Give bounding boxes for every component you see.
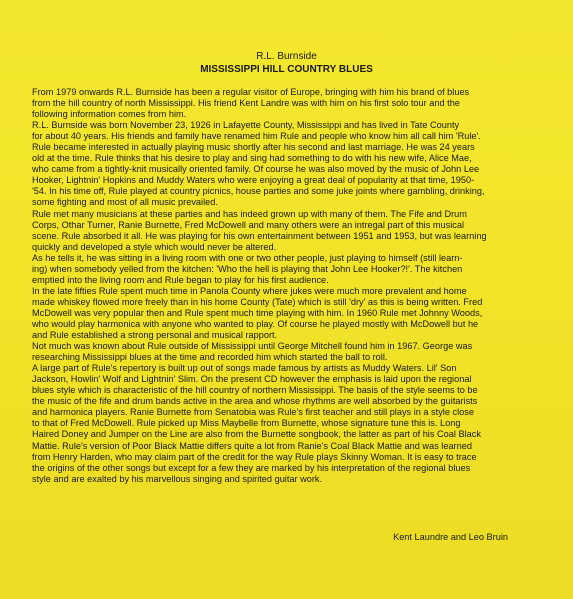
text-line: Not much was known about Rule outside of Mississippi until George Mitchell found him in 1967. George was bbox=[32, 341, 473, 352]
text-line: McDowell was very popular then and Rule spent much time playing with him. In 1960 Rule met Johnny Woods, bbox=[32, 307, 483, 318]
text-line: As he tells it, he was sitting in a living room with one or two other people, just playing to himself (still learn- bbox=[32, 252, 463, 263]
text-line: '54. In his time off, Rule played at country picnics, house parties and some juke joints where gambling, drinking, bbox=[32, 186, 485, 197]
text-line: for about 40 years. His friends and family have renamed him Rule and people who know him all call him 'Rule'. bbox=[32, 131, 481, 142]
text-line: the music of the fife and drum bands active in the area and whose rhythms are well absorbed by the guitarists bbox=[32, 396, 478, 407]
text-line: In the late fifties Rule spent much time in Panola County where jukes were much more prevalent and home bbox=[32, 285, 467, 296]
text-line: Mattie. Rule's version of Poor Black Mattie differs quite a lot from Ranie's Coal Black Mattie and was learned bbox=[32, 440, 472, 451]
text-line: scene. Rule absorbed it all. He was playing for his own entertainment between 1951 and 1953, but was learning bbox=[32, 230, 487, 241]
author-signature: Kent Laundre and Leo Bruin bbox=[393, 532, 508, 542]
text-line: Haired Doney and Jumper on the Line are also from the Burnette songbook, the latter as part of his Coal Black bbox=[32, 429, 481, 440]
text-line: R.L. Burnside was born November 23, 1926 in Lafayette County, Mississippi and has lived in Tate County bbox=[32, 120, 460, 131]
document-title: R.L. Burnside bbox=[256, 51, 317, 62]
text-line: ing) when somebody yelled from the kitchen: 'Who the hell is playing that John Lee Hooker?!'. The kitchen bbox=[32, 263, 463, 274]
text-line: Rule became interested in actually playing music shortly after his second and last marriage. He was 24 years bbox=[32, 142, 475, 153]
text-line: to that of Fred McDowell. Rule picked up Miss Maybelle from Burnette, whose signature tune this is. Long bbox=[32, 418, 461, 429]
text-line: quickly and developed a style which would never be altered. bbox=[32, 241, 277, 252]
text-line: researching Mississippi blues at the time and recorded him which started the ball to roll. bbox=[32, 352, 388, 363]
text-line: Corps, Othar Turner, Ranie Burnette, Fred McDowell and many others were an intregal part of this musical bbox=[32, 219, 465, 230]
text-line: from the hill country of north Mississippi. His friend Kent Landre was with him on his first solo tour and the bbox=[32, 98, 460, 109]
text-line: A large part of Rule's repertory is built up out of songs made famous by artists as Muddy Waters. Lil' Son bbox=[32, 363, 457, 374]
text-line: from Henry Harden, who may claim part of the credit for the way Rule plays Skinny Woman. It is easy to trace bbox=[32, 451, 477, 462]
text-line: old at the time. Rule thinks that his desire to play and sing had something to do with his new wife, Alice Mae, bbox=[32, 153, 472, 164]
text-line: following information comes from him. bbox=[32, 109, 187, 120]
text-line: made whiskey flowed more freely than in his home County (Tate) which is still 'dry' as this is being written. Fred bbox=[32, 296, 483, 307]
text-line: and Rule established a strong personal and musical rapport. bbox=[32, 330, 278, 341]
text-line: and harmonica players. Ranie Burnette from Senatobia was Rule's first teacher and still plays in a style close bbox=[32, 407, 474, 418]
text-line: blues style which is characteristic of the hill country of northern Mississippi. The basis of the style seems to be bbox=[32, 385, 478, 396]
text-line: the origins of the other songs but except for a few they are marked by his interpretation of the regional blues bbox=[32, 462, 471, 473]
text-line: Jackson, Howlin' Wolf and Lightnin' Slim. On the present CD however the emphasis is laid upon the regional bbox=[32, 374, 472, 385]
text-line: From 1979 onwards R.L. Burnside has been a regular visitor of Europe, bringing with him his brand of blues bbox=[32, 87, 470, 97]
text-line: Rule met many musicians at these parties and has indeed grown up with many of them. The Fife and Drum bbox=[32, 208, 467, 219]
text-line: who came from a tightly-knit musically oriented family. Of course he was also moved by the music of John Lee bbox=[32, 164, 480, 175]
text-line: emptied into the living room and Rule began to play for his first audience. bbox=[32, 274, 329, 285]
text-line: Hooker, Lightnin' Hopkins and Muddy Waters who were enjoying a great deal of popularity at that time, 1950- bbox=[32, 175, 475, 186]
body-text bbox=[32, 87, 550, 485]
text-line: style and are exalted by his marvellous singing and spirited guitar work. bbox=[32, 473, 323, 484]
text-line: some fighting and most of all music prevailed. bbox=[32, 197, 218, 208]
document-subtitle: MISSISSIPPI HILL COUNTRY BLUES bbox=[200, 64, 373, 75]
text-line: who would play harmonica with anyone who wanted to play. Of course he played mostly with McDowell but he bbox=[32, 318, 479, 329]
